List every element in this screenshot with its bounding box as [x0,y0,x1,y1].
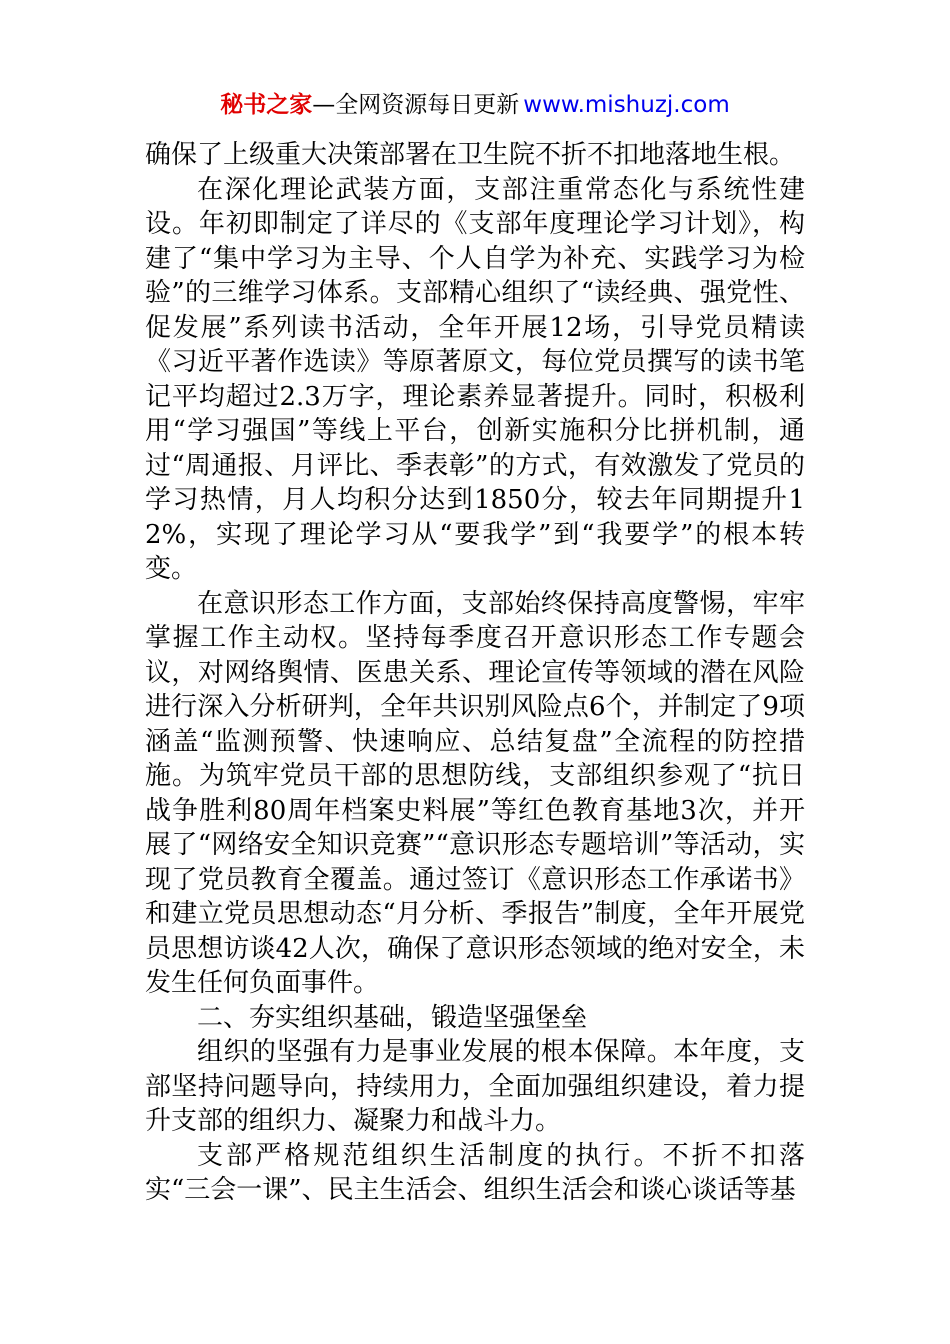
section-heading-2: 二、夯实组织基础，锻造坚强堡垒 [197,1002,588,1033]
website-url[interactable]: www.mishuzj.com [523,92,730,118]
paragraph-ideology-work: 在意识形态工作方面，支部始终保持高度警惕，牢牢掌握工作主动权。坚持每季度召开意识形态工作专题会议，对网络舆情、医患关系、理论宣传等领域的潜在风险进行深入分析研判，全年共识别风险点6个，并制定了9项涵盖“监测预警、快速响应、总结复盘”全流程的防控措施。为筑牢党员干部的思想防线，支部组织参观了“抗日战争胜利80周年档案史料展”等红色教育基地3次，并开展了“网络安全知识竞赛”“意识形态专题培训”等活动，实现了党员教育全覆盖。通过签订《意识形态工作承诺书》和建立党员思想动态“月分析、季报告”制度，全年开展党员思想访谈42人次，确保了意识形态领域的绝对安全，未发生任何负面事件。 [145,588,805,998]
paragraph-continuation: 确保了上级重大决策部署在卫生院不折不扣地落地生根。 [145,140,796,170]
document-body [145,138,805,1208]
paragraph-organization-intro: 组织的坚强有力是事业发展的根本保障。本年度，支部坚持问题导向，持续用力，全面加强组织建设，着力提升支部的组织力、凝聚力和战斗力。 [145,1037,805,1136]
brand-name: 秘书之家 [220,92,313,118]
header-slogan: —全网资源每日更新 [312,92,520,118]
paragraph-organization-life: 支部严格规范组织生活制度的执行。不折不扣落实“三会一课”、民主生活会、组织生活会和谈心谈话等基 [145,1140,805,1205]
page-header [0,88,950,122]
paragraph-theory-study: 在深化理论武装方面，支部注重常态化与系统性建设。年初即制定了详尽的《支部年度理论学习计划》，构建了“集中学习为主导、个人自学为补充、实践学习为检验”的三维学习体系。支部精心组织了“读经典、强党性、促发展”系列读书活动，全年开展12场，引导党员精读《习近平著作选读》等原著原文，每位党员撰写的读书笔记平均超过2.3万字，理论素养显著提升。同时，积极利用“学习强国”等线上平台，创新实施积分比拼机制，通过“周通报、月评比、季表彰”的方式，有效激发了党员的学习热情，月人均积分达到1850分，较去年同期提升12%，实现了理论学习从“要我学”到“我要学”的根本转变。 [145,174,805,584]
